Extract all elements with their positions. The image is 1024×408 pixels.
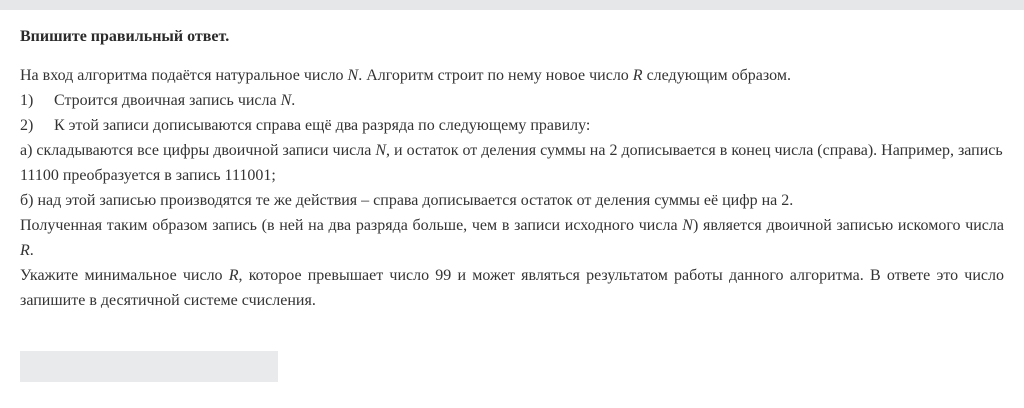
variable-r: R: [20, 242, 30, 259]
text-span: ) является двоичной записью искомого числа: [692, 217, 1004, 234]
step-number: 2): [20, 117, 34, 134]
variable-n: N: [682, 217, 693, 234]
step-number: 1): [20, 92, 34, 109]
task-paragraph-intro: [20, 63, 1004, 88]
variable-r: R: [632, 67, 643, 84]
text-span: следующим образом.: [642, 67, 791, 84]
text-span: Строится двоичная запись числа: [54, 92, 281, 109]
variable-n: N: [347, 67, 359, 84]
task-heading: Впишите правильный ответ.: [20, 28, 230, 45]
text-span: К этой записи дописываются справа ещё два разряда по следующему правилу:: [54, 117, 591, 134]
text-span: .: [291, 92, 296, 109]
text-span: а) складываются все цифры двоичной записи числа: [20, 142, 376, 159]
task-step-1: [20, 88, 1004, 113]
task-rule-a: [20, 138, 1004, 188]
task-content: [20, 26, 1004, 313]
text-span: б) над этой записью производятся те же действия – справа дописывается остаток от деления суммы её цифр на 2.: [20, 192, 794, 209]
text-span: . Алгоритм строит по нему новое число: [358, 67, 633, 84]
top-bar: [0, 0, 1024, 10]
text-span: .: [29, 242, 34, 259]
variable-n: N: [280, 92, 292, 109]
answer-input[interactable]: [20, 351, 278, 382]
text-span: Полученная таким образом запись (в ней на два разряда больше, чем в записи исходного числа: [20, 217, 683, 234]
task-paragraph-result: [20, 213, 1004, 263]
text-span: Укажите минимальное число: [20, 267, 229, 284]
variable-n: N: [375, 142, 387, 159]
text-span: На вход алгоритма подаётся натуральное число: [20, 67, 348, 84]
variable-r: R: [228, 267, 239, 284]
task-paragraph-question: [20, 263, 1004, 313]
text-span: , которое превышает число 99 и может являться результатом работы данного алгоритма. В ответе это число запишите в десятичной системе счисления.: [20, 267, 1004, 309]
text-span: , и остаток от деления суммы на 2 дописывается в конец числа (справа). Например, запись 11100 преобразуется в запись 111001;: [20, 142, 1003, 184]
task-rule-b: [20, 188, 1004, 213]
task-step-2: [20, 113, 1004, 138]
